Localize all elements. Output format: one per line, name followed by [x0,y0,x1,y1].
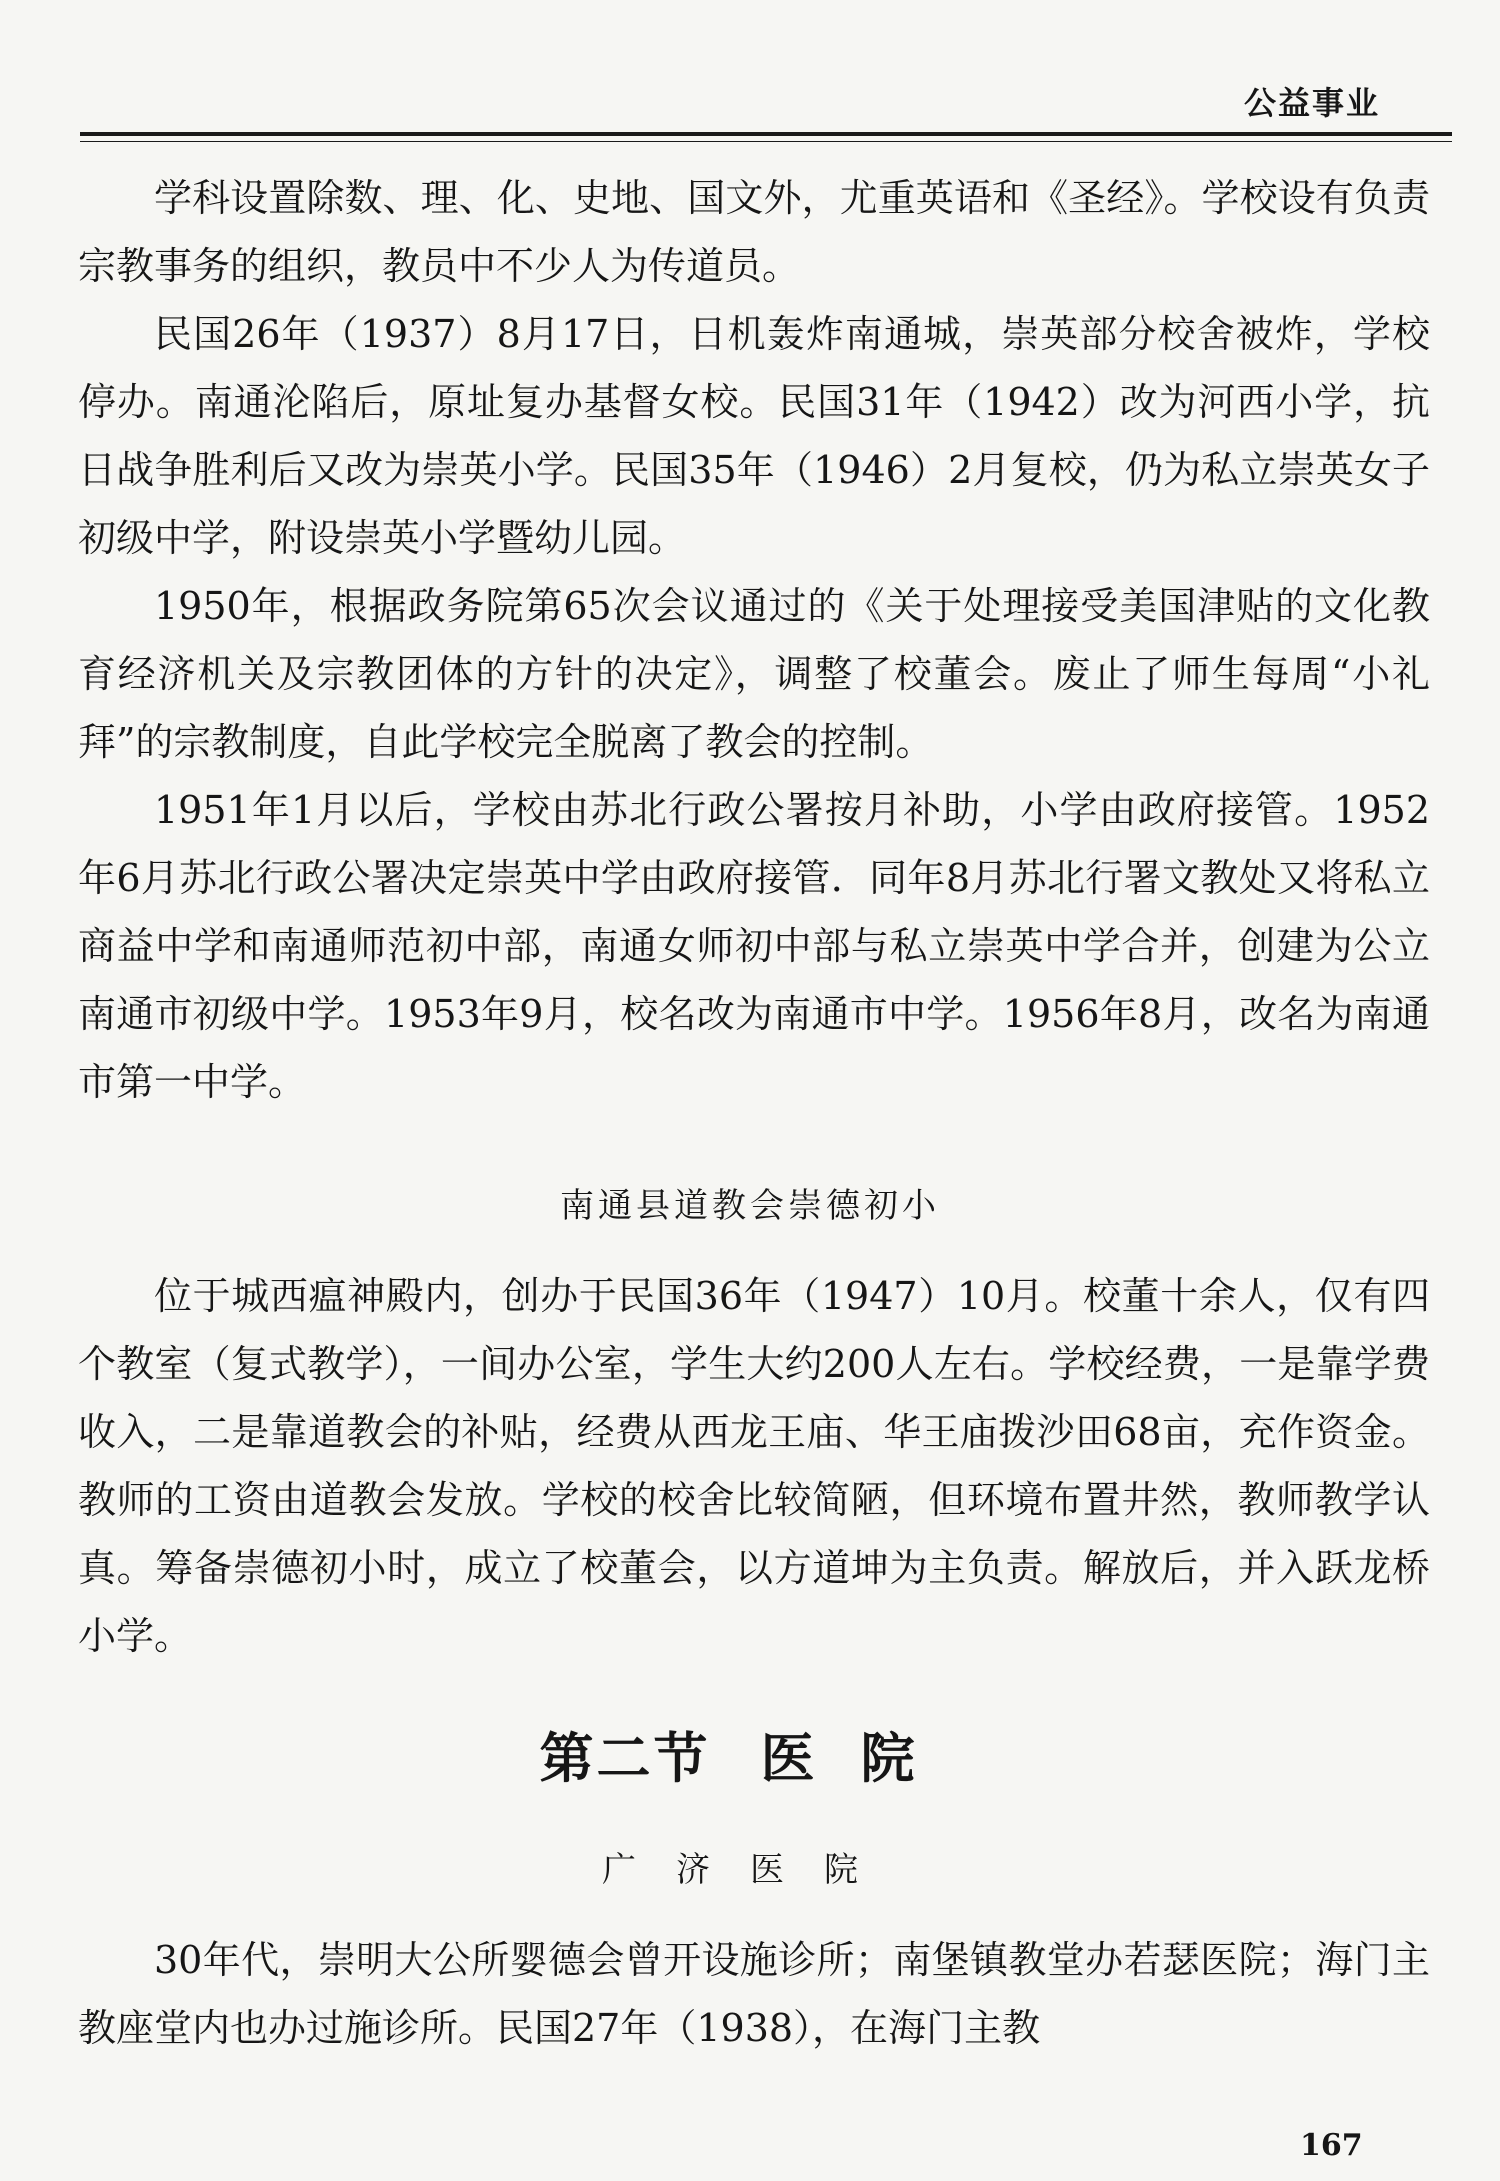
paragraph: 民国26年（1937）8月17日，日机轰炸南通城，崇英部分校舍被炸，学校停办。南通沦陷后，原址复办基督女校。民国31年（1942）改为河西小学，抗日战争胜利后又改为崇英小学。民国35年（1946）2月复校，仍为私立崇英女子初级中学，附设崇英小学暨幼儿园。 [78,312,1430,560]
body-block-chongde [78,1262,1430,1670]
paragraph: 1950年，根据政务院第65次会议通过的《关于处理接受美国津贴的文化教育经济机关及宗教团体的方针的决定》，调整了校董会。废止了师生每周“小礼拜”的宗教制度，自此学校完全脱离了教会的控制。 [78,584,1430,764]
section-title: 医院 [760,1727,961,1790]
page-number: 167 [1300,2128,1363,2163]
paragraph: 30年代，崇明大公所婴德会曾开设施诊所；南堡镇教堂办若瑟医院；海门主教座堂内也办过施诊所。民国27年（1938），在海门主教 [78,1938,1430,2050]
school-subheading: 南通县道教会崇德初小 [560,1186,940,1226]
paragraph: 位于城西瘟神殿内，创办于民国36年（1947）10月。校董十余人，仅有四个教室（复式教学），一间办公室，学生大约200人左右。学校经费，一是靠学费收入，二是靠道教会的补贴，经费从西龙王庙、华王庙拨沙田68亩，充作资金。教师的工资由道教会发放。学校的校舍比较简陋，但环境布置井然，教师教学认真。筹备崇德初小时，成立了校董会，以方道坤为主负责。解放后，并入跃龙桥小学。 [78,1274,1430,1658]
paragraph: 1951年1月以后，学校由苏北行政公署按月补助，小学由政府接管。1952年6月苏北行政公署决定崇英中学由政府接管．同年8月苏北行署文教处又将私立商益中学和南通师范初中部，南通女师初中部与私立崇英中学合并，创建为公立南通市初级中学。1953年9月，校名改为南通市中学。1956年8月，改名为南通市第一中学。 [78,788,1430,1104]
header-rule-thin [80,141,1452,142]
body-block-school-history [78,164,1430,1116]
body-block-hospital [78,1926,1430,2062]
section-number: 第二节 [539,1727,711,1790]
hospital-subheading: 广济医院 [602,1850,898,1890]
header-rule-thick [80,132,1452,136]
running-head: 公益事业 [1243,84,1380,122]
paragraph: 学科设置除数、理、化、史地、国文外，尤重英语和《圣经》。学校设有负责宗教事务的组织，教员中不少人为传道员。 [78,176,1430,288]
section-heading [0,1716,1500,1793]
